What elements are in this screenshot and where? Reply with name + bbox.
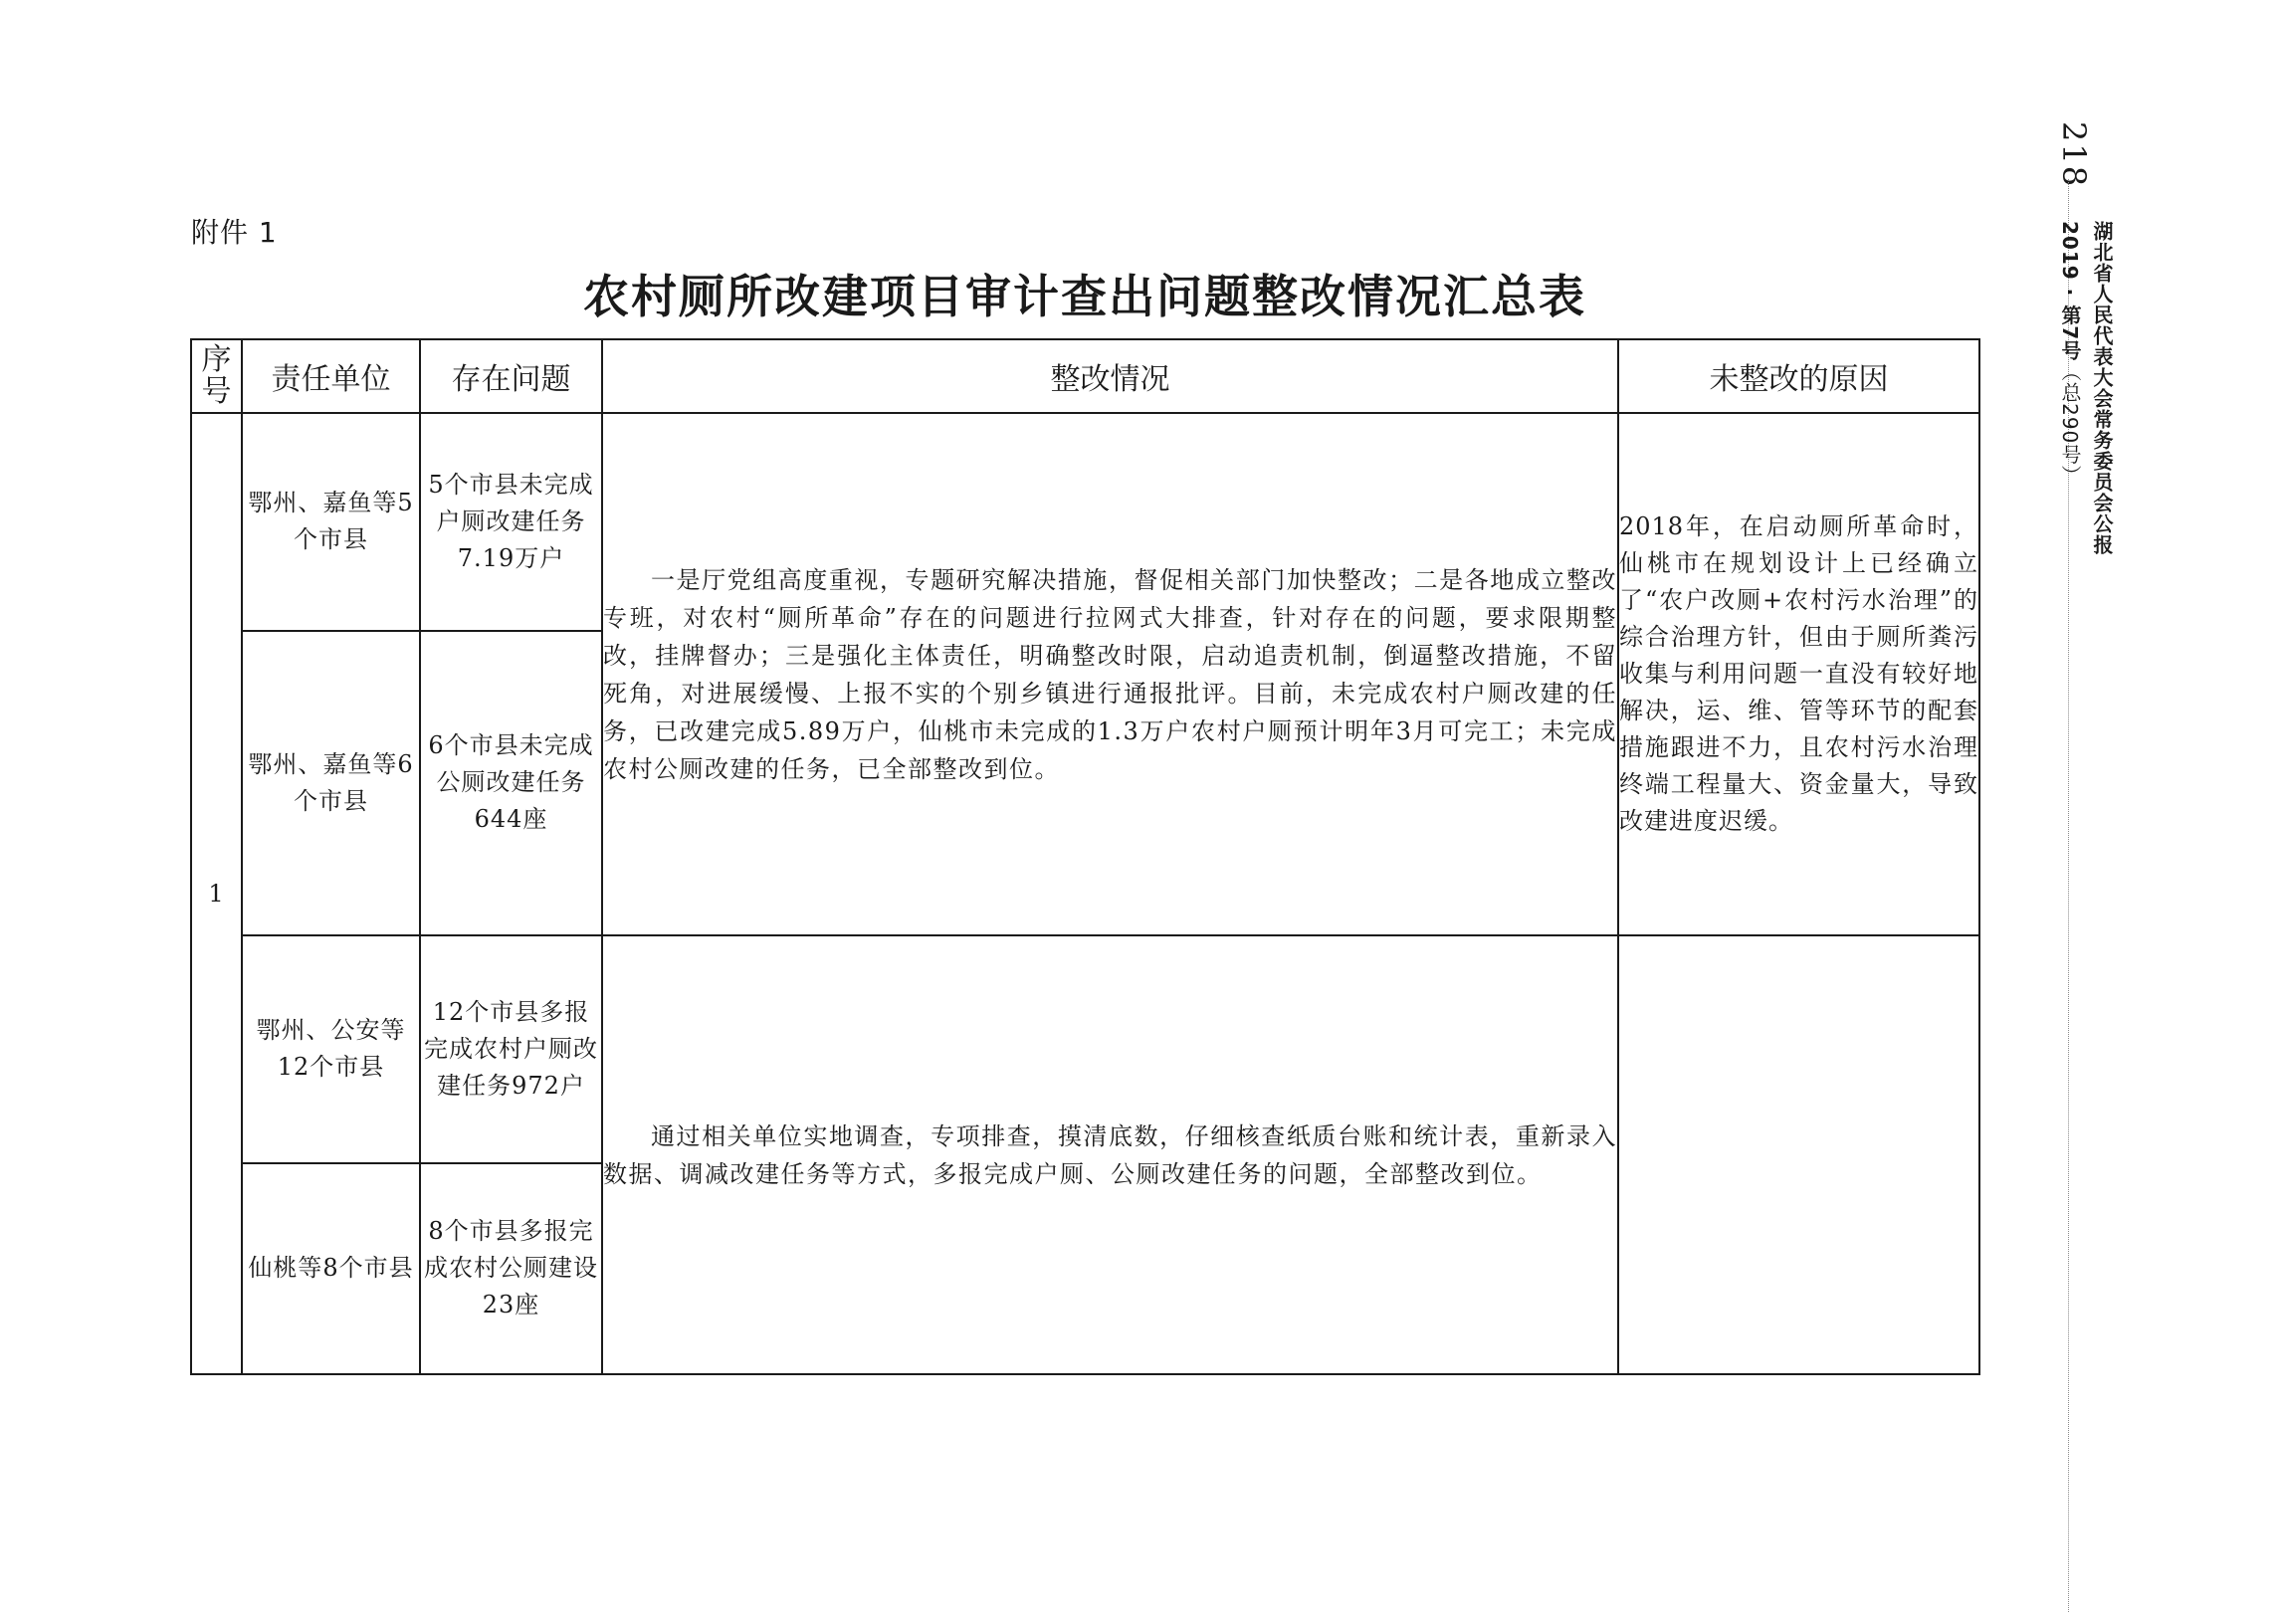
page-title: 农村厕所改建项目审计查出问题整改情况汇总表 [583,270,1586,323]
issue-total: （总290号） [2058,361,2082,487]
reason-cell-group2 [1618,935,1979,1374]
status-paragraph: 一是厅党组高度重视，专题研究解决措施，督促相关部门加快整改；二是各地成立整改专班，对农村“厕所革命”存在的问题进行拉网式大排查，针对存在的问题，要求限期整改，挂牌督办；三是强化主体责任，明确整改时限，启动追责机制，倒逼整改措施，不留死角，对进展缓慢、上报不实的个别乡镇进行通报批评。目前，未完成农村户厕改建的任务，已改建完成5.89万户，仙桃市未完成的1.3万户农村户厕预计明年3月可完工；未完成农村公厕改建的任务，已全部整改到位。 [603,565,1617,783]
unit-cell: 鄂州、嘉鱼等6个市县 [242,631,420,936]
header-reason: 未整改的原因 [1618,339,1979,413]
issue-number: 2019 · 第7号 [2058,221,2082,362]
unit-cell: 鄂州、嘉鱼等5个市县 [242,413,420,630]
status-paragraph: 通过相关单位实地调查，专项排查，摸清底数，仔细核查纸质台账和统计表，重新录入数据、调减改建任务等方式，多报完成户厕、公厕改建任务的问题，全部整改到位。 [603,1121,1617,1188]
table-row [191,413,1979,630]
table-header-row [191,339,1979,413]
problem-cell: 6个市县未完成公厕改建任务644座 [420,631,602,936]
header-status: 整改情况 [602,339,1618,413]
seq-cell: 1 [191,413,242,1374]
rectification-summary-table [190,338,1980,1375]
issue-info [2056,221,2085,486]
page-number: 218 [2055,121,2093,189]
header-seq: 序号 [191,339,242,413]
unit-cell: 仙桃等8个市县 [242,1163,420,1374]
header-unit: 责任单位 [242,339,420,413]
problem-cell: 5个市县未完成户厕改建任务7.19万户 [420,413,602,630]
status-cell-group1 [602,413,1618,935]
table-row [191,935,1979,1162]
header-problem: 存在问题 [420,339,602,413]
unit-cell: 鄂州、公安等12个市县 [242,935,420,1162]
journal-name: 湖北省人民代表大会常务委员会公报 [2090,221,2114,555]
status-cell-group2 [602,935,1618,1374]
problem-cell: 8个市县多报完成农村公厕建设23座 [420,1163,602,1374]
attachment-label: 附件 1 [191,216,278,249]
reason-cell-group1: 2018年，在启动厕所革命时，仙桃市在规划设计上已经确立了“农户改厕+农村污水治理”的综合治理方针，但由于厕所粪污收集与利用问题一直没有较好地解决，运、维、管等环节的配套措施跟进不力，且农村污水治理终端工程量大、资金量大，导致改建进度迟缓。 [1618,413,1979,935]
problem-cell: 12个市县多报完成农村户厕改建任务972户 [420,935,602,1162]
